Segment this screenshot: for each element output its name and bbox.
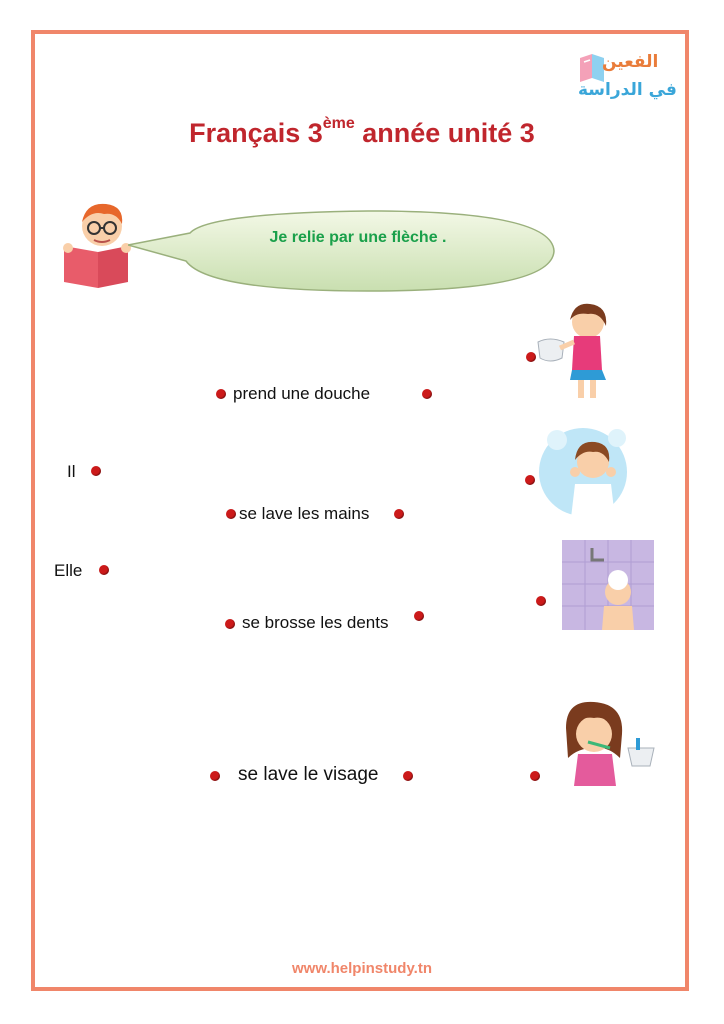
connector-dot[interactable] (414, 611, 424, 621)
connector-dot[interactable] (526, 352, 536, 362)
page-title (0, 115, 724, 149)
phrase-prend-une-douche: prend une douche (233, 384, 371, 403)
subject-il: Il (67, 462, 76, 481)
connector-dot[interactable] (225, 619, 235, 629)
title-superscript: ème (322, 115, 355, 132)
connector-dot[interactable] (525, 475, 535, 485)
connector-dot[interactable] (536, 596, 546, 606)
logo-line-2: في الدراسة (578, 80, 677, 100)
speech-bubble (128, 205, 558, 295)
connector-dot[interactable] (394, 509, 404, 519)
connector-dot[interactable] (422, 389, 432, 399)
connector-dot[interactable] (530, 771, 540, 781)
instruction-text: Je relie par une flèche . (269, 229, 447, 246)
girl-washing-hands-illustration (530, 300, 610, 404)
connector-dot[interactable] (91, 466, 101, 476)
connector-dot[interactable] (210, 771, 220, 781)
connector-dot[interactable] (403, 771, 413, 781)
subject-elle: Elle (54, 561, 83, 580)
title-main: Français 3 (189, 118, 323, 148)
logo-line-1: الفعين (602, 52, 659, 72)
girl-brushing-teeth-illustration (558, 698, 658, 786)
connector-dot[interactable] (99, 565, 109, 575)
connector-dot[interactable] (226, 509, 236, 519)
phrase-se-lave-le-visage: se lave le visage (238, 764, 379, 785)
girl-washing-face-illustration (537, 420, 629, 518)
connector-dot[interactable] (216, 389, 226, 399)
title-rest: année unité 3 (354, 118, 535, 148)
site-logo (574, 48, 677, 110)
phrase-se-lave-les-mains: se lave les mains (239, 504, 370, 523)
boy-showering-illustration (562, 540, 654, 630)
footer-url[interactable]: www.helpinstudy.tn (292, 960, 432, 977)
phrase-se-brosse-les-dents: se brosse les dents (242, 613, 389, 632)
